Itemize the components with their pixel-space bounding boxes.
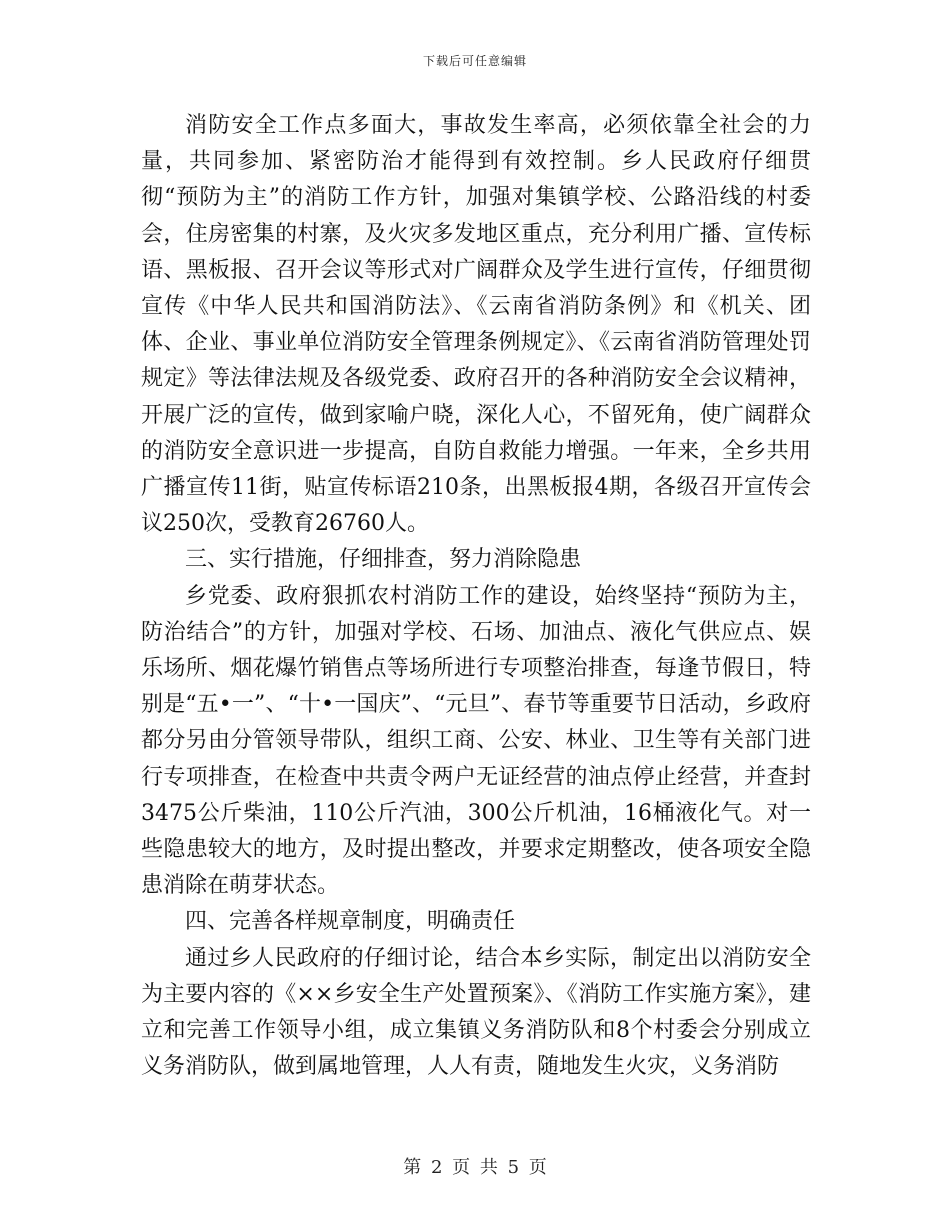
section-heading-3: 三、实行措施，仔细排查，努力消除隐患 xyxy=(185,547,582,573)
paragraph-inspection: 乡党委、政府狠抓农村消防工作的建设，始终坚持“预防为主，防治结合”的方针，加强对学校、石场、加油点、液化气供应点、娱乐场所、烟花爆竹销售点等场所进行专项整治排查，每逢节假日，特别是“五•一”、“十•一国庆”、“元旦”、春节等重要节日活动，乡政府都分另由分管领导带队，组织工商、公安、林业、卫生等有关部门进行专项排查，在检查中共责令两户无证经营的油点停止经营，并查封3475公斤柴油，110公斤汽油，300公斤机油，16桶液化气。对一些隐患较大的地方，及时提出整改，并要求定期整改，使各项安全隐患消除在萌芽状态。 xyxy=(141,583,811,899)
page-number-footer: 第 2 页 共 5 页 xyxy=(403,1157,547,1178)
page-header-note: 下载后可任意编辑 xyxy=(422,54,527,68)
section-heading-4: 四、完善各样规章制度，明确责任 xyxy=(185,909,516,935)
document-body xyxy=(141,108,811,1085)
paragraph-regulations: 通过乡人民政府的仔细讨论，结合本乡实际，制定出以消防安全为主要内容的《××乡安全生产处置预案》、《消防工作实施方案》，建立和完善工作领导小组，成立集镇义务消防队和8个村委会分别成立义务消防队，做到属地管理，人人有责，随地发生火灾，义务消防 xyxy=(141,945,811,1080)
paragraph-publicity: 消防安全工作点多面大，事故发生率高，必须依靠全社会的力量，共同参加、紧密防治才能得到有效控制。乡人民政府仔细贯彻“预防为主”的消防工作方针，加强对集镇学校、公路沿线的村委会，住房密集的村寨，及火灾多发地区重点，充分利用广播、宣传标语、黑板报、召开会议等形式对广阔群众及学生进行宣传，仔细贯彻宣传《中华人民共和国消防法》、《云南省消防条例》和《机关、团体、企业、事业单位消防安全管理条例规定》、《云南省消防管理处罚规定》等法律法规及各级党委、政府召开的各种消防安全会议精神，开展广泛的宣传，做到家喻户晓，深化人心，不留死角，使广阔群众的消防安全意识进一步提高，自防自救能力增强。一年来，全乡共用广播宣传11街，贴宣传标语210条，出黑板报4期，各级召开宣传会议250次，受教育26760人。 xyxy=(141,113,811,537)
